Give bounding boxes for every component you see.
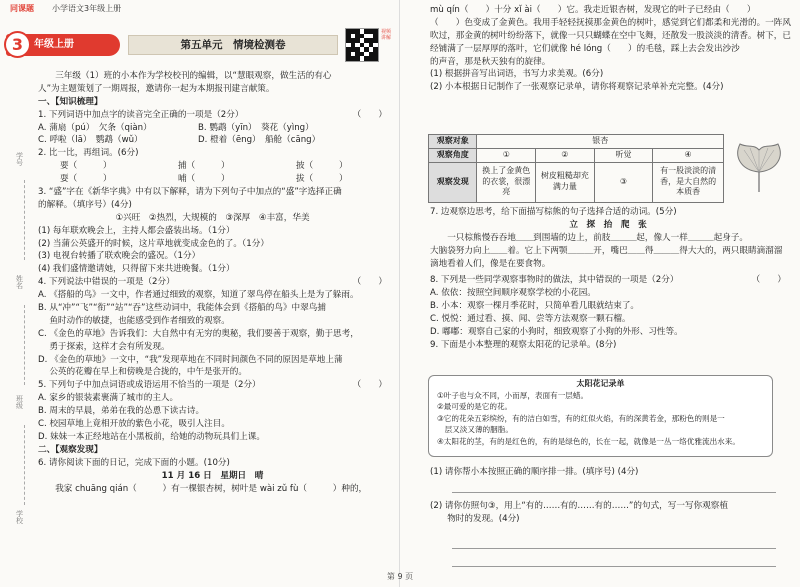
section-heading: 一、【知识梳理】 (38, 96, 103, 107)
definition-options: ①兴旺 ②热烈，大规模的 ③深厚 ④丰富，华美 (115, 212, 310, 223)
page-title: 第五单元 情境检测卷 (128, 35, 338, 55)
compare-blank[interactable]: 耍（ ） (60, 174, 112, 185)
option: C. 校园草地上竟相开放的紫色小花，吸引人注目。 (38, 419, 230, 430)
section-heading: 二、【观察发现】 (38, 444, 103, 455)
diary-text: 的声音，那是秋天独有的旋律。 (430, 56, 551, 67)
compare-blank[interactable]: 要（ ） (60, 161, 112, 172)
compare-blank[interactable]: 哺（ ） (178, 174, 230, 185)
compare-blank[interactable]: 捕（ ） (178, 161, 230, 172)
option: D. 嘟嘟：观察自己家的小狗时，细致观察了小狗的外形、习性等。 (430, 327, 683, 338)
right-content-2 (430, 206, 786, 352)
question-2: 2. 比一比，再组词。(6分) (38, 148, 139, 159)
option: A. 蒲扇（pú） 欠条（qiàn） (38, 122, 152, 133)
sub-question: 物时的发现。(4分) (430, 513, 520, 524)
sub-question: (1) 请你帮小本按照正确的顺序排一排。(填序号) (4分) (430, 467, 639, 477)
answer-line[interactable] (452, 566, 776, 567)
option: A. 《搭船的鸟》一文中，作者通过细致的观察，知道了翠鸟停在船头上是为了躲雨。 (38, 290, 359, 301)
option: 勇于探索，这样才会有所发现。 (38, 341, 170, 352)
compare-blank[interactable]: 披（ ） (296, 161, 348, 172)
margin-label-name: 姓名 (15, 275, 24, 289)
grade-badge (6, 34, 120, 56)
intro-line: 三年级（1）班的小本作为学校校刊的编辑，以“慧眼观察，做生活的有心 (38, 71, 332, 81)
diary-text: （ ）色变成了金黄色。我用手轻轻抚摸那金黄色的树叶，感觉到它们都柔和光滑的。一阵风 (430, 17, 791, 28)
option: C. 悦悦：通过看、摸、闻、尝等方法观察一颗石榴。 (430, 314, 631, 325)
left-content (38, 70, 387, 495)
answer-paren[interactable]: （ ） (352, 109, 387, 120)
binding-margin (0, 70, 40, 550)
option: D. 妹妹一本正经地站在小黑板前，给她的动物玩具们上课。 (38, 431, 265, 442)
table-cell[interactable]: ① (477, 148, 536, 162)
card-line: ③它的花朵五彩缤纷，有的洁白如雪，有的红似火焰，有的深黄若金，那粉色的则是一 (437, 413, 725, 423)
option: D. 橙着（ēng） 船舱（cāng） (198, 135, 321, 146)
sub-question: (1) 根据拼音写出词语，书写力求美观。(6分) (430, 69, 604, 80)
option: B. 从“冲”“飞”“衔”“站”“吞”这些动词中，我能体会到《搭船的鸟》中翠鸟捕 (38, 303, 326, 314)
brand-logo: 同课题 (10, 4, 34, 13)
diary-text: 我家 chuāng qián（ ）有一棵银杏树，树叶是 wài zǔ fù（ ）种的， (38, 483, 368, 494)
right-content-3 (430, 466, 786, 479)
answer-paren[interactable]: （ ） (751, 275, 786, 286)
grade-label: 年级上册 (34, 39, 74, 50)
table-cell[interactable]: ③ (594, 162, 653, 202)
option: B. 周末的早晨，弟弟在我的怂恿下读古诗。 (38, 406, 205, 417)
option: A. 家乡的银装素裹满了城市的主人。 (38, 393, 179, 404)
page-number: 第 9 页 (386, 572, 414, 581)
table-header: 观察角度 (429, 148, 477, 162)
table-cell: 树皮粗糙却充满力量 (536, 162, 595, 202)
observation-table (428, 134, 724, 203)
question-1: 1. 下列词语中加点字的读音完全正确的一项是（2分） (38, 109, 244, 120)
table-cell: 换上了金黄色的衣裳，很漂亮 (477, 162, 536, 202)
diary-date: 11 月 16 日 星期日 晴 (161, 470, 264, 481)
table-cell: 有一股淡淡的清香，是大自然的本质香 (653, 162, 724, 202)
option: 公英的花瓣在早上和傍晚是合拢的，中午是张开的。 (38, 367, 247, 378)
table-header: 观察发现 (429, 162, 477, 202)
table-cell: 听觉 (594, 148, 653, 162)
option: 鱼时动作的敏捷，也能感受到作者细致的观察。 (38, 315, 230, 326)
option: A. 依依：按照空间顺序观察学校的小花园。 (430, 288, 596, 299)
sentence-item: (1) 每年联欢晚会上，主持人都会盛装出场。（1分） (38, 225, 235, 236)
qr-code-icon[interactable] (345, 28, 379, 62)
fill-sentence: 滴地看着人们，像是在要食物。 (430, 258, 551, 269)
fill-sentence[interactable]: 一只棕熊慢吞吞地＿＿到围墙的边上，前肢＿＿＿起，像人一样＿＿＿起身子。 (430, 232, 748, 243)
diary-text: 经铺满了一层厚厚的落叶，它们就像 hé lóng（ ）的毛毯，踩上去会发出沙沙 (430, 43, 740, 54)
qr-label: 视频讲解 (381, 29, 392, 41)
sub-question: (2) 小本根据日记制作了一张观察记录单，请你将观察记录单补充完整。(4分) (430, 82, 724, 93)
card-line: 层又淡又薄的胭脂。 (437, 425, 513, 435)
table-header: 观察对象 (429, 135, 477, 149)
answer-line[interactable] (452, 492, 776, 493)
header-strip (0, 0, 400, 18)
option: C. 呼啦（lā） 鹦鹉（wǔ） (38, 135, 143, 146)
grade-number: 3 (4, 31, 31, 58)
card-line: ④太阳花的茎，有的是红色的，有的是绿色的，长在一起，就像是一丛一络优雅流出水来。 (437, 436, 740, 446)
sentence-item: (3) 电视台转播了联欢晚会的盛况。（1分） (38, 251, 201, 262)
diary-text: 吹过，那金黄的树叶纷纷落下，就像一只只蝴蝶在空中飞舞，还散发一股淡淡的清香。树下，已 (430, 30, 791, 41)
option: B. 鹦鹉（yīn） 葵花（yìng） (198, 122, 314, 133)
margin-label-student-id: 学号 (15, 152, 24, 166)
table-cell: 银杏 (477, 135, 724, 149)
margin-label-school: 学校 (15, 510, 24, 524)
card-line: ②最可爱的是它的花。 (437, 402, 513, 412)
sentence-item: (4) 我们盛情邀请她，只得留下来共进晚餐。（1分） (38, 264, 235, 275)
option: C. 《金色的草地》告诉我们：大自然中有无穷的奥秘，我们要善于观察，勤于思考， (38, 328, 359, 339)
card-line: ①叶子也与众不同，小而厚，表面有一层蜡。 (437, 391, 589, 400)
question-3-cont: 的解释。（填序号）(4分) (38, 199, 132, 210)
question-8: 8. 下列是一些同学观察事物时的做法，其中错误的一项是（2分） (430, 275, 679, 286)
diary-text: mù qín（ ）十分 xǐ ài（ ）它。我走近银杏树，发现它的叶子已经由（ ） (430, 5, 756, 15)
book-title: 小学语文3年级上册 (52, 4, 122, 13)
intro-line: 人”为主题策划了一期周报，邀请你一起为本期报刊建言献策。 (38, 83, 275, 94)
option: B. 小本：观察一棵月季花时，只简单看几眼就结束了。 (430, 301, 640, 312)
ginkgo-leaf-icon (730, 138, 788, 196)
card-title: 太阳花记录单 (576, 379, 625, 388)
question-7: 7. 边观察边思考，给下面描写棕熊的句子选择合适的动词。(5分) (430, 207, 677, 217)
table-cell[interactable]: ④ (653, 148, 724, 162)
margin-label-class: 班级 (15, 395, 24, 409)
answer-paren[interactable]: （ ） (352, 380, 387, 391)
answer-line[interactable] (452, 548, 776, 549)
fill-sentence[interactable]: 大脑袋努力向上＿＿着。它上下两颚＿＿＿开，嘴巴＿＿得＿＿＿得大大的，两只眼睛滴溜溜 (430, 245, 783, 256)
sub-question: (2) 请你仿照句③，用上“有的……有的……有的……”的句式，写一写你观察植 (430, 501, 728, 511)
right-content (430, 4, 791, 94)
question-5: 5. 下列句子中加点词语或成语运用不恰当的一项是（2分） (38, 380, 261, 391)
question-9: 9. 下面是小本整理的观察太阳花的记录单。(8分) (430, 339, 617, 350)
record-card (428, 375, 773, 457)
option: D. 《金色的草地》一文中，“我”发现草地在不同时间颜色不同的原因是草地上蒲 (38, 354, 343, 365)
word-bank: 立 探 抬 爬 张 (569, 219, 647, 230)
question-4: 4. 下列说法中错误的一项是（2分） (38, 277, 175, 288)
compare-blank[interactable]: 拔（ ） (296, 174, 348, 185)
question-6: 6. 请你阅读下面的日记，完成下面的小题。(10分) (38, 457, 230, 468)
answer-paren[interactable]: （ ） (352, 277, 387, 288)
sentence-item: (2) 当蒲公英盛开的时候，这片草地就变成金色的了。（1分） (38, 238, 269, 249)
question-3: 3. “盛”字在《新华字典》中有以下解释，请为下列句子中加点的“盛”字选择正确 (38, 187, 342, 198)
right-content-4 (430, 500, 786, 526)
table-cell[interactable]: ② (536, 148, 595, 162)
